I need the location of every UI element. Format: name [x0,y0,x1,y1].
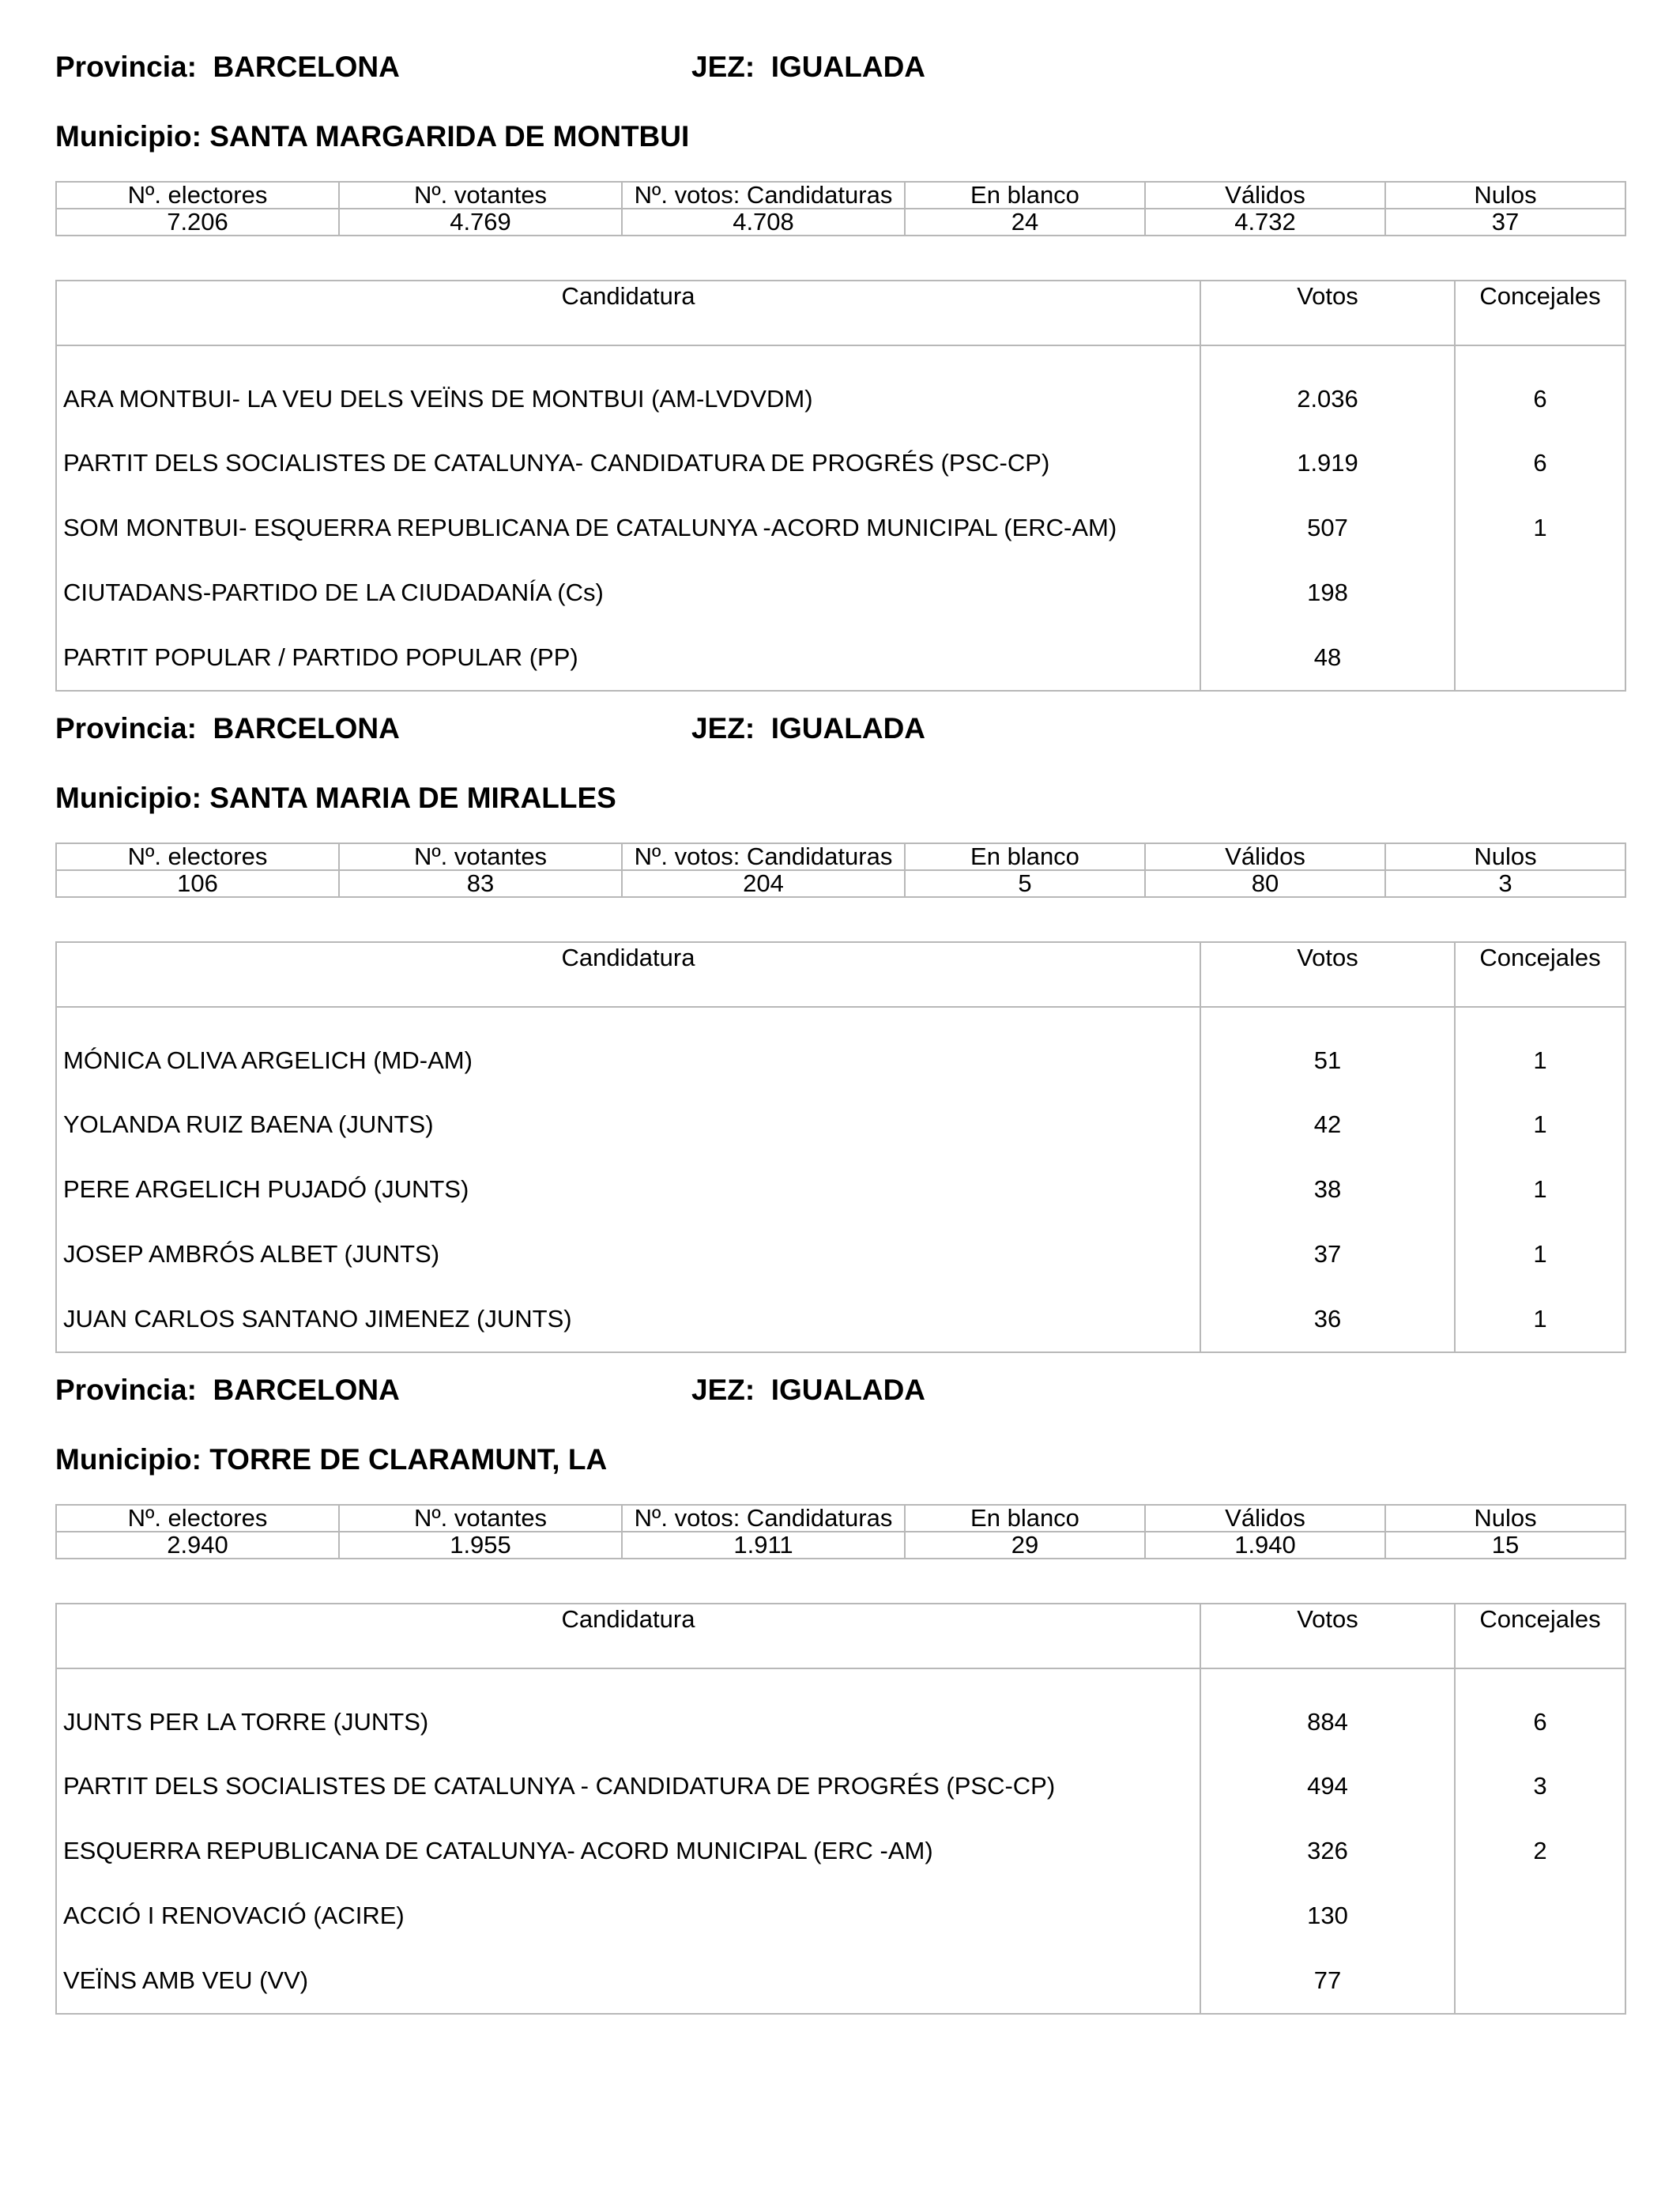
candidatura-votos: 51 [1200,1007,1455,1092]
en-blanco-value: 24 [905,209,1145,236]
candidaturas-header-row [56,281,1625,345]
summary-header-row [56,182,1625,209]
provincia-header [55,711,400,746]
jez-label: JEZ: [691,1374,755,1406]
candidatura-concejales: 1 [1455,1092,1625,1157]
col-candidatura: Candidatura [56,1604,1200,1668]
col-nulos: Nulos [1385,843,1625,870]
candidatura-name: PARTIT DELS SOCIALISTES DE CATALUNYA - CANDIDATURA DE PROGRÉS (PSC-CP) [56,1754,1200,1819]
jez-value: IGUALADA [770,712,926,745]
candidatura-votos: 48 [1200,625,1455,691]
municipio-header [55,1442,607,1477]
col-nulos: Nulos [1385,1505,1625,1532]
candidaturas-table [55,1603,1626,2015]
candidatura-row [56,560,1625,625]
candidatura-name: ACCIÓ I RENOVACIÓ (ACIRE) [56,1883,1200,1948]
municipio-value: TORRE DE CLARAMUNT, LA [209,1443,608,1476]
col-votos-candidaturas: Nº. votos: Candidaturas [622,843,905,870]
summary-header-row [56,843,1625,870]
candidatura-name: PARTIT DELS SOCIALISTES DE CATALUNYA- CANDIDATURA DE PROGRÉS (PSC-CP) [56,431,1200,496]
candidatura-name: VEÏNS AMB VEU (VV) [56,1948,1200,2014]
candidatura-row [56,1222,1625,1287]
jez-value: IGUALADA [770,1374,926,1406]
col-concejales: Concejales [1455,1604,1625,1668]
summary-value-row [56,870,1625,897]
col-votos: Votos [1200,281,1455,345]
municipio-value: SANTA MARIA DE MIRALLES [209,782,616,814]
candidatura-row [56,1092,1625,1157]
summary-header-row [56,1505,1625,1532]
summary-table [55,1504,1626,1559]
col-votantes: Nº. votantes [339,843,622,870]
candidatura-row [56,1883,1625,1948]
candidatura-votos: 42 [1200,1092,1455,1157]
nulos-value: 37 [1385,209,1625,236]
votantes-value: 4.769 [339,209,622,236]
col-votos: Votos [1200,1604,1455,1668]
validos-value: 4.732 [1145,209,1385,236]
col-en-blanco: En blanco [905,182,1145,209]
provincia-label: Provincia: [55,712,197,745]
jez-label: JEZ: [691,712,755,745]
candidatura-name: ESQUERRA REPUBLICANA DE CATALUNYA- ACORD MUNICIPAL (ERC -AM) [56,1819,1200,1883]
candidaturas-table [55,941,1626,1353]
provincia-header [55,1373,400,1408]
summary-value-row [56,1532,1625,1559]
provincia-label: Provincia: [55,1374,197,1406]
candidatura-concejales: 1 [1455,1157,1625,1222]
provincia-header [55,50,400,85]
municipio-label: Municipio: [55,1443,202,1476]
candidatura-concejales: 1 [1455,1007,1625,1092]
en-blanco-value: 5 [905,870,1145,897]
nulos-value: 3 [1385,870,1625,897]
votantes-value: 83 [339,870,622,897]
candidatura-name: JOSEP AMBRÓS ALBET (JUNTS) [56,1222,1200,1287]
candidatura-votos: 77 [1200,1948,1455,2014]
candidatura-votos: 1.919 [1200,431,1455,496]
municipio-label: Municipio: [55,782,202,814]
jez-header [691,1373,925,1408]
col-validos: Válidos [1145,843,1385,870]
candidatura-votos: 37 [1200,1222,1455,1287]
votos-candidaturas-value: 4.708 [622,209,905,236]
candidatura-name: MÓNICA OLIVA ARGELICH (MD-AM) [56,1007,1200,1092]
candidatura-row [56,431,1625,496]
provincia-value: BARCELONA [213,712,400,745]
candidatura-name: SOM MONTBUI- ESQUERRA REPUBLICANA DE CATALUNYA -ACORD MUNICIPAL (ERC-AM) [56,496,1200,560]
candidatura-votos: 326 [1200,1819,1455,1883]
electores-value: 2.940 [56,1532,339,1559]
candidatura-name: PERE ARGELICH PUJADÓ (JUNTS) [56,1157,1200,1222]
col-validos: Válidos [1145,182,1385,209]
provincia-value: BARCELONA [213,51,400,83]
col-concejales: Concejales [1455,281,1625,345]
candidatura-row [56,1007,1625,1092]
col-electores: Nº. electores [56,1505,339,1532]
electores-value: 106 [56,870,339,897]
provincia-label: Provincia: [55,51,197,83]
en-blanco-value: 29 [905,1532,1145,1559]
candidatura-concejales: 3 [1455,1754,1625,1819]
candidatura-concejales: 6 [1455,1668,1625,1754]
candidatura-concejales: 6 [1455,345,1625,431]
col-nulos: Nulos [1385,182,1625,209]
jez-value: IGUALADA [770,51,926,83]
col-votos-candidaturas: Nº. votos: Candidaturas [622,182,905,209]
candidatura-concejales [1455,560,1625,625]
candidatura-concejales [1455,625,1625,691]
jez-header [691,50,925,85]
col-votos: Votos [1200,942,1455,1007]
col-en-blanco: En blanco [905,843,1145,870]
jez-header [691,711,925,746]
candidaturas-header-row [56,1604,1625,1668]
col-votantes: Nº. votantes [339,1505,622,1532]
candidatura-row [56,625,1625,691]
candidatura-row [56,496,1625,560]
provincia-value: BARCELONA [213,1374,400,1406]
candidatura-row [56,1754,1625,1819]
candidatura-row [56,1948,1625,2014]
validos-value: 80 [1145,870,1385,897]
candidatura-votos: 198 [1200,560,1455,625]
candidatura-concejales: 1 [1455,496,1625,560]
summary-table [55,181,1626,236]
col-votantes: Nº. votantes [339,182,622,209]
candidatura-concejales: 1 [1455,1222,1625,1287]
col-candidatura: Candidatura [56,281,1200,345]
validos-value: 1.940 [1145,1532,1385,1559]
electores-value: 7.206 [56,209,339,236]
nulos-value: 15 [1385,1532,1625,1559]
col-en-blanco: En blanco [905,1505,1145,1532]
candidatura-name: ARA MONTBUI- LA VEU DELS VEÏNS DE MONTBUI (AM-LVDVDM) [56,345,1200,431]
candidatura-concejales: 6 [1455,431,1625,496]
candidatura-row [56,1157,1625,1222]
col-validos: Válidos [1145,1505,1385,1532]
col-concejales: Concejales [1455,942,1625,1007]
municipio-header [55,119,689,154]
col-electores: Nº. electores [56,843,339,870]
candidaturas-table [55,280,1626,692]
candidatura-row [56,1819,1625,1883]
candidatura-name: CIUTADANS-PARTIDO DE LA CIUDADANÍA (Cs) [56,560,1200,625]
municipio-label: Municipio: [55,120,202,153]
candidatura-votos: 38 [1200,1157,1455,1222]
candidaturas-header-row [56,942,1625,1007]
summary-table [55,843,1626,898]
votantes-value: 1.955 [339,1532,622,1559]
col-candidatura: Candidatura [56,942,1200,1007]
candidatura-name: PARTIT POPULAR / PARTIDO POPULAR (PP) [56,625,1200,691]
candidatura-row [56,345,1625,431]
candidatura-votos: 494 [1200,1754,1455,1819]
candidatura-name: JUAN CARLOS SANTANO JIMENEZ (JUNTS) [56,1287,1200,1352]
municipio-value: SANTA MARGARIDA DE MONTBUI [209,120,690,153]
candidatura-row [56,1287,1625,1352]
jez-label: JEZ: [691,51,755,83]
candidatura-row [56,1668,1625,1754]
votos-candidaturas-value: 204 [622,870,905,897]
candidatura-name: JUNTS PER LA TORRE (JUNTS) [56,1668,1200,1754]
col-votos-candidaturas: Nº. votos: Candidaturas [622,1505,905,1532]
candidatura-votos: 884 [1200,1668,1455,1754]
candidatura-concejales [1455,1948,1625,2014]
candidatura-votos: 36 [1200,1287,1455,1352]
municipio-header [55,781,616,816]
candidatura-concejales: 2 [1455,1819,1625,1883]
candidatura-votos: 2.036 [1200,345,1455,431]
summary-value-row [56,209,1625,236]
col-electores: Nº. electores [56,182,339,209]
candidatura-concejales [1455,1883,1625,1948]
candidatura-name: YOLANDA RUIZ BAENA (JUNTS) [56,1092,1200,1157]
candidatura-votos: 507 [1200,496,1455,560]
candidatura-votos: 130 [1200,1883,1455,1948]
candidatura-concejales: 1 [1455,1287,1625,1352]
votos-candidaturas-value: 1.911 [622,1532,905,1559]
